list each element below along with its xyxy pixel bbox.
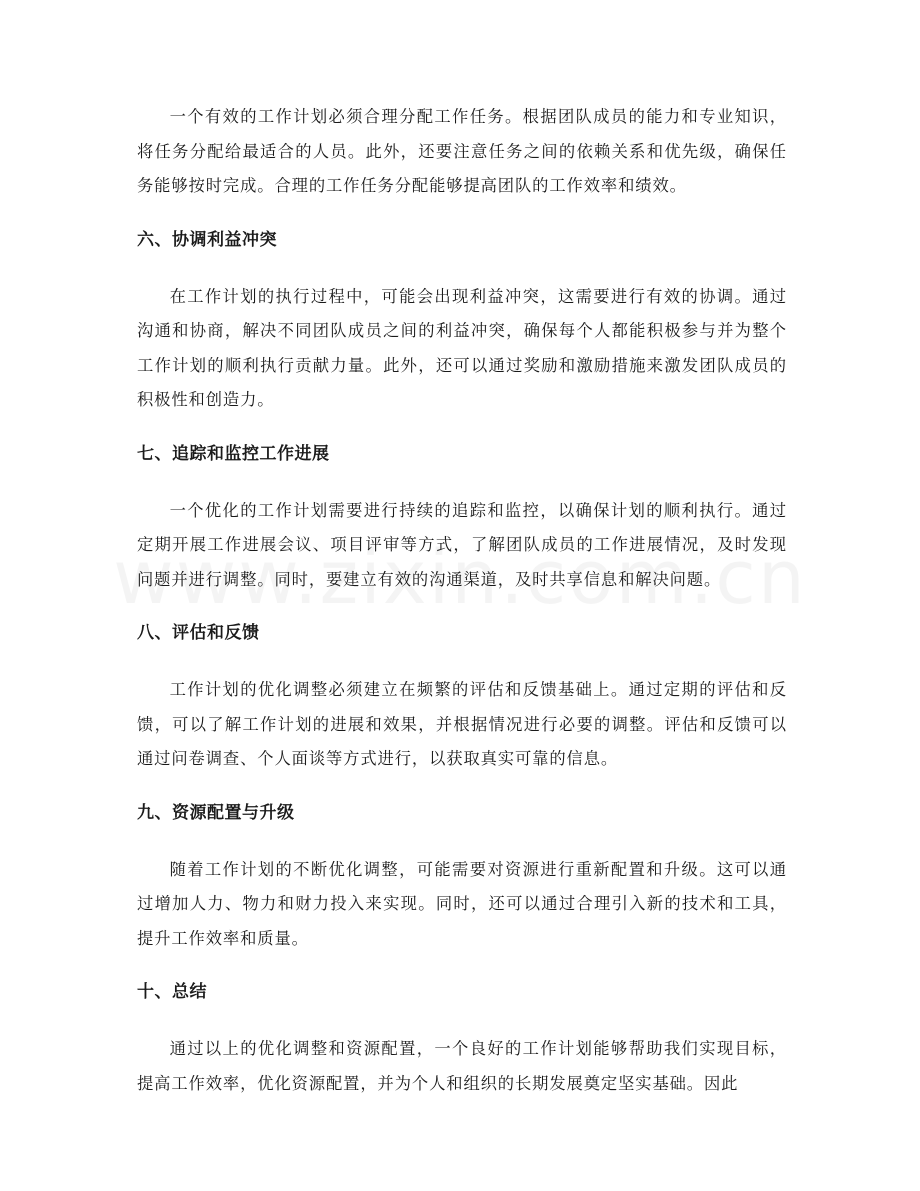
paragraph-section-9: 随着工作计划的不断优化调整，可能需要对资源进行重新配置和升级。这可以通过增加人力、物力和财力投入来实现。同时，还可以通过合理引入新的技术和工具，提升工作效率和质量。	[137, 859, 787, 948]
paragraph-task-allocation: 一个有效的工作计划必须合理分配工作任务。根据团队成员的能力和专业知识，将任务分配给最适合的人员。此外，还要注意任务之间的依赖关系和优先级，确保任务能够按时完成。合理的工作任务分配能够提高团队的工作效率和绩效。	[137, 107, 787, 195]
section-heading-8: 八、评估和反馈	[137, 623, 260, 643]
section-heading-7: 七、追踪和监控工作进展	[137, 443, 330, 464]
paragraph-section-8: 工作计划的优化调整必须建立在频繁的评估和反馈基础上。通过定期的评估和反馈，可以了解工作计划的进展和效果，并根据情况进行必要的调整。评估和反馈可以通过问卷调查、个人面谈等方式进行，以获取真实可靠的信息。	[137, 680, 787, 768]
paragraph-section-10: 通过以上的优化调整和资源配置，一个良好的工作计划能够帮助我们实现目标，提高工作效率，优化资源配置，并为个人和组织的长期发展奠定坚实基础。因此	[137, 1039, 787, 1093]
paragraph-section-7: 一个优化的工作计划需要进行持续的追踪和监控，以确保计划的顺利执行。通过定期开展工作进展会议、项目评审等方式，了解团队成员的工作进展情况，及时发现问题并进行调整。同时，要建立有效的沟通渠道，及时共享信息和解决问题。	[137, 500, 787, 589]
section-heading-6: 六、协调利益冲突	[137, 229, 277, 250]
document-body	[137, 100, 787, 1101]
section-heading-9: 九、资源配置与升级	[137, 802, 295, 823]
paragraph-section-6: 在工作计划的执行过程中，可能会出现利益冲突，这需要进行有效的协调。通过沟通和协商，解决不同团队成员之间的利益冲突，确保每个人都能积极参与并为整个工作计划的顺利执行贡献力量。此外，还可以通过奖励和激励措施来激发团队成员的积极性和创造力。	[137, 286, 787, 409]
section-heading-10: 十、总结	[137, 982, 207, 1002]
